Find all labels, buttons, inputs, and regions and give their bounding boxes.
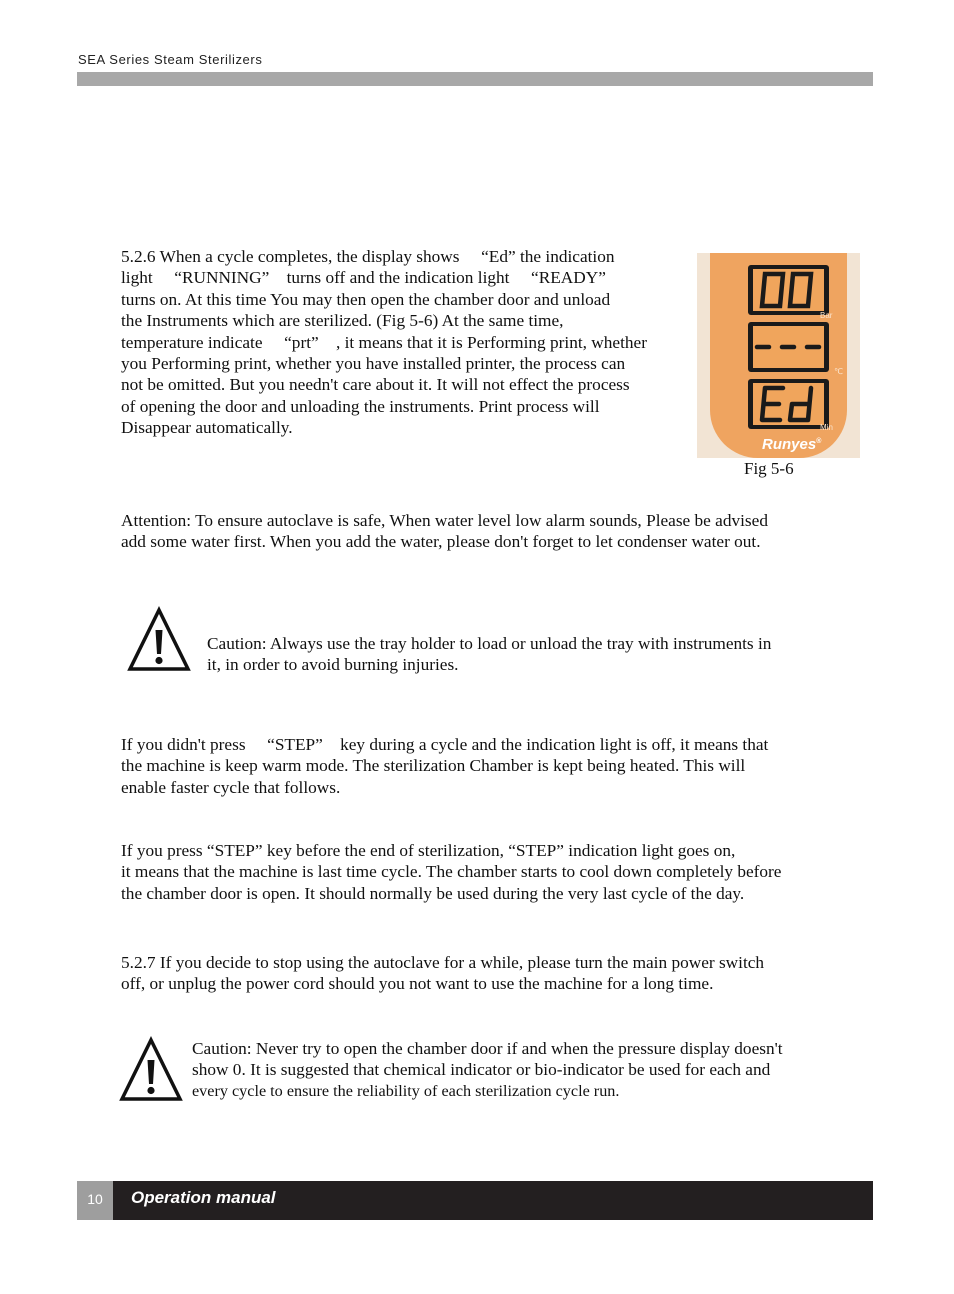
unit-min-label: Min (820, 423, 833, 432)
paragraph-line: light “RUNNING” turns off and the indication light “READY” (121, 268, 606, 288)
paragraph-line: every cycle to ensure the reliability of each sterilization cycle run. (192, 1081, 620, 1100)
footer-label: Operation manual (131, 1188, 276, 1207)
paragraph-line: enable faster cycle that follows. (121, 777, 341, 797)
brand-logo: Runyes® (762, 436, 822, 453)
paragraph-line: If you press “STEP” key before the end of sterilization, “STEP” indication light goes on, (121, 841, 736, 860)
footer-bar (113, 1181, 873, 1220)
section-526-paragraph (121, 246, 647, 439)
paragraph-line: 5.2.7 If you decide to stop using the autoclave for a while, please turn the main power switch (121, 953, 765, 972)
paragraph-line: Caution: Never try to open the chamber door if and when the pressure display doesn't (192, 1039, 783, 1058)
step-paragraph-2 (121, 840, 781, 904)
figure-caption: Fig 5-6 (744, 459, 794, 478)
paragraph-line: the chamber door is open. It should normally be used during the very last cycle of the day. (121, 883, 745, 903)
paragraph-line: the machine is keep warm mode. The sterilization Chamber is kept being heated. This will (121, 756, 746, 776)
paragraph-line: the Instruments which are sterilized. (Fig 5-6) At the same time, (121, 311, 564, 331)
unit-bar-label: Bar (820, 311, 833, 320)
paragraph-line: off, or unplug the power cord should you not want to use the machine for a long time. (121, 974, 714, 994)
header-bar (77, 72, 873, 86)
seven-segment-dashes (753, 326, 824, 368)
paragraph-line: add some water first. When you add the water, please don't forget to let condenser water out. (121, 532, 761, 552)
caution-paragraph-1 (207, 633, 771, 676)
paragraph-line: Attention: To ensure autoclave is safe, When water level low alarm sounds, Please be advised (121, 511, 768, 530)
control-panel-figure (697, 253, 860, 458)
paragraph-line: If you didn't press “STEP” key during a cycle and the indication light is off, it means that (121, 735, 769, 754)
attention-paragraph (121, 510, 768, 553)
paragraph-line: it, in order to avoid burning injuries. (207, 655, 459, 675)
paragraph-line: it means that the machine is last time cycle. The chamber starts to cool down completely before (121, 862, 782, 882)
paragraph-line: show 0. It is suggested that chemical indicator or bio-indicator be used for each and (192, 1060, 771, 1080)
seven-segment-digits (753, 269, 824, 311)
section-527-paragraph (121, 952, 764, 995)
paragraph-line: you Performing print, whether you have installed printer, the process can (121, 354, 626, 374)
header-title: SEA Series Steam Sterilizers (78, 52, 263, 67)
seven-segment-ed (753, 383, 824, 425)
paragraph-line: Caution: Always use the tray holder to load or unload the tray with instruments in (207, 634, 772, 653)
paragraph-line: turns on. At this time You may then open the chamber door and unload (121, 289, 611, 309)
time-display (748, 379, 829, 429)
paragraph-line: of opening the door and unloading the instruments. Print process will (121, 396, 600, 416)
paragraph-line: not be omitted. But you needn't care about it. It will not effect the process (121, 375, 630, 395)
pressure-display (748, 265, 829, 315)
paragraph-line: temperature indicate “prt” , it means that it is Performing print, whether (121, 332, 647, 352)
warning-triangle-icon (127, 606, 191, 672)
caution-paragraph-2 (192, 1038, 783, 1102)
step-paragraph-1 (121, 734, 768, 798)
paragraph-line: Disappear automatically. (121, 418, 293, 438)
warning-triangle-icon (119, 1036, 183, 1102)
control-panel (710, 253, 847, 458)
paragraph-line: 5.2.6 When a cycle completes, the display shows “Ed” the indication (121, 247, 615, 266)
temperature-display (748, 322, 829, 372)
unit-celsius-label: ℃ (834, 367, 843, 376)
footer-page-number: 10 (77, 1181, 113, 1220)
